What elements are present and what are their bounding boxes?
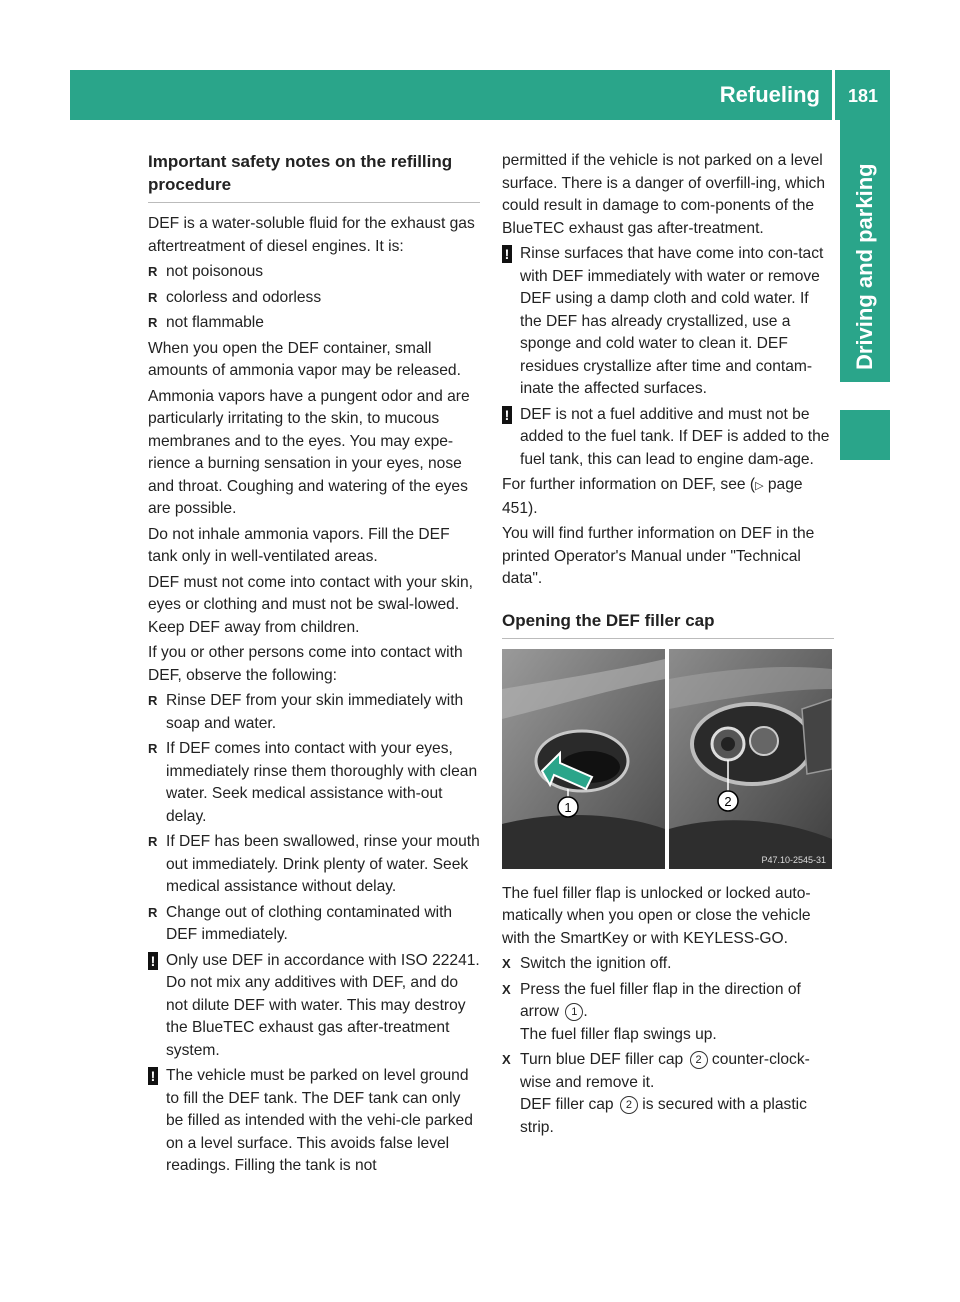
paragraph: If you or other persons come into contact with DEF, observe the following:	[148, 644, 463, 684]
def-properties-list	[148, 261, 480, 335]
list-item: R If DEF has been swallowed, rinse your mouth out immediately. Drink plenty of water. Seek medical assistance without delay.	[148, 831, 480, 899]
filler-cap-figure	[502, 649, 832, 869]
chapter-marker	[840, 410, 890, 460]
warning-note	[502, 243, 834, 401]
warning-note	[148, 1065, 480, 1178]
header-bar	[70, 70, 890, 120]
paragraph: DEF must not come into contact with your skin, eyes or clothing and must not be swal-lowed. Keep DEF away from children.	[148, 573, 473, 636]
note-text: The vehicle must be parked on level ground to fill the DEF tank. The DEF tank can only be filled as intended with the vehi-cle parked on a level surface. This avoids false level readings. Filling the tank is not	[166, 1067, 473, 1174]
warning-note	[502, 404, 834, 472]
callout-2-label: 2	[724, 793, 732, 809]
page-number: 181	[847, 86, 878, 106]
callout-1-ref: 1	[565, 1003, 583, 1021]
figure-code: P47.10-2545-31	[761, 854, 826, 865]
warning-icon: !	[502, 406, 512, 424]
list-item	[502, 979, 834, 1047]
step-text: Press the fuel filler flap in the direction of arrow	[520, 980, 801, 1020]
opening-heading: Opening the DEF filler cap	[502, 609, 834, 639]
further-info-text: For further information on DEF, see (	[502, 476, 756, 493]
warning-icon: !	[148, 1067, 158, 1085]
step-text: Switch the ignition off.	[520, 955, 672, 972]
step-text-end: counter-clock-wise and remove it.	[520, 1051, 810, 1091]
filler-cap-illustration	[502, 649, 832, 869]
list-item: R If DEF comes into contact with your eyes, immediately rinse them thoroughly with clean water. Seek medical assistance with-out delay.	[148, 738, 480, 828]
list-item	[502, 1049, 834, 1139]
note-text: Rinse surfaces that have come into con-tact with DEF immediately with water or remove DEF using a damp cloth and cold water. If the DEF has already crystallized, use a sponge and cold water to clean it. DEF residues crystallize after time and contam-inate the affected surfaces.	[520, 245, 824, 397]
callout-1-label: 1	[564, 799, 572, 815]
page-ref-arrow-icon: ▷	[755, 480, 764, 492]
right-column	[502, 150, 834, 1142]
step-text: Turn blue DEF filler cap	[520, 1051, 688, 1068]
list-item: R not flammable	[148, 312, 480, 335]
def-intro: DEF is a water-soluble fluid for the exhaust gas aftertreatment of diesel engines. It is:	[148, 215, 475, 255]
list-item	[502, 953, 834, 976]
section-title: Refueling	[719, 82, 820, 107]
chapter-title: Driving and parking	[852, 163, 877, 370]
note-text: Only use DEF in accordance with ISO 22241. Do not mix any additives with DEF, and do not dilute DEF with water. This may destroy the BlueTEC exhaust gas after-treatment system.	[166, 951, 480, 1059]
callout-2-ref: 2	[620, 1096, 638, 1114]
paragraph: The fuel filler flap is unlocked or locked auto-matically when you open or close the vehicle with the SmartKey or with KEYLESS-GO.	[502, 884, 811, 947]
paragraph: permitted if the vehicle is not parked on a level surface. There is a danger of overfill-ing, which could result in damage to com-ponents of the BlueTEC exhaust gas after-treatment.	[502, 152, 826, 237]
step-text-end: .	[583, 1003, 588, 1020]
step-result: DEF filler cap	[520, 1096, 618, 1113]
list-item: R Rinse DEF from your skin immediately with soap and water.	[148, 690, 480, 735]
paragraph: You will find further information on DEF in the printed Operator's Manual under "Technical data".	[502, 525, 815, 587]
header-divider	[832, 70, 835, 120]
callout-2-ref: 2	[690, 1051, 708, 1069]
steps-list	[502, 953, 834, 1139]
safety-heading: Important safety notes on the refilling procedure	[148, 150, 480, 203]
paragraph: Do not inhale ammonia vapors. Fill the DEF tank only in well-ventilated areas.	[148, 525, 450, 565]
paragraph: Ammonia vapors have a pungent odor and are particularly irritating to the skin, to mucous membranes and to the eyes. You may expe-rience a burning sensation in your eyes, nose and throat. Coughing and watering of the eyes are possible.	[148, 387, 470, 517]
first-aid-list	[148, 690, 480, 947]
left-column	[148, 150, 480, 1181]
note-text: DEF is not a fuel additive and must not be added to the fuel tank. If DEF is added to the fuel tank, this can lead to engine dam-age.	[520, 405, 830, 468]
list-item: R colorless and odorless	[148, 287, 480, 310]
step-result: The fuel filler flap swings up.	[520, 1025, 717, 1043]
list-item: R Change out of clothing contaminated with DEF immediately.	[148, 902, 480, 947]
page-reference[interactable]: page 451).	[502, 476, 803, 517]
paragraph: When you open the DEF container, small amounts of ammonia vapor may be released.	[148, 339, 461, 379]
chapter-tab	[840, 120, 890, 382]
warning-note	[148, 950, 480, 1063]
further-info	[502, 474, 834, 520]
step-result-end: is secured with a plastic strip.	[520, 1096, 807, 1136]
warning-icon: !	[502, 245, 512, 263]
list-item: R not poisonous	[148, 261, 480, 284]
warning-icon: !	[148, 952, 158, 970]
